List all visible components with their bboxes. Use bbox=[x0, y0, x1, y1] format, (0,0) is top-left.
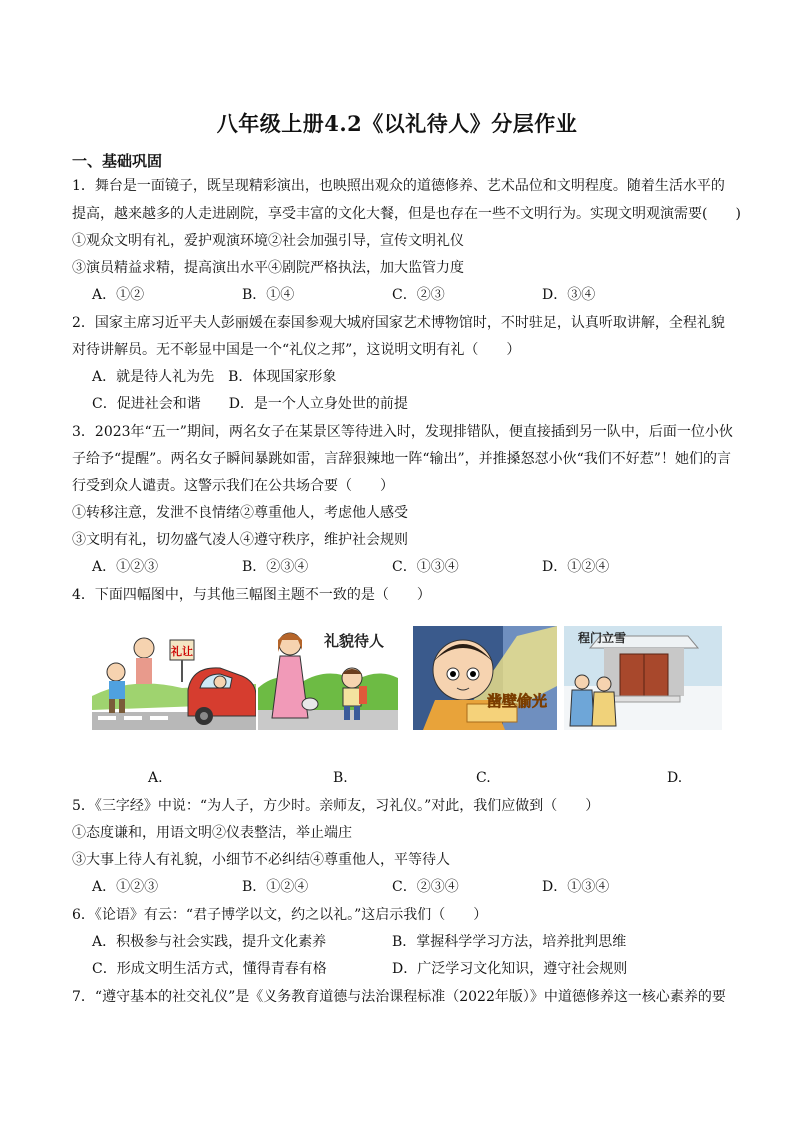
picture-b[interactable] bbox=[258, 626, 398, 730]
section-heading: 一、基础巩固 bbox=[72, 152, 163, 170]
picture-label-d[interactable]: D. bbox=[667, 770, 683, 786]
q5-statement-2: ③大事上待人有礼貌，小细节不必纠结④尊重他人，平等待人 bbox=[72, 852, 450, 868]
q3-stem-line3: 行受到众人谴责。这警示我们在公共场合要（ ） bbox=[72, 478, 394, 494]
q2-stem-line2: 对待讲解员。无不彰显中国是一个“礼仪之邦”，这说明文明有礼（ ） bbox=[72, 342, 521, 358]
q3-stem-line1: 3．2023年“五一”期间，两名女子在某景区等待进入时，发现排错队，便直接插到另一队中，后面一位小伙 bbox=[72, 424, 733, 440]
q2-options-row1[interactable]: A．就是待人礼为先 B．体现国家形象 bbox=[92, 369, 337, 385]
q3-option-b[interactable]: B．②③④ bbox=[242, 559, 309, 575]
q1-statement-1: ①观众文明有礼，爱护观演环境②社会加强引导，宣传文明礼仪 bbox=[72, 233, 464, 249]
q5-option-d[interactable]: D．①③④ bbox=[542, 879, 610, 895]
picture-c[interactable] bbox=[413, 626, 557, 730]
q2-stem-line1: 2．国家主席习近平夫人彭丽媛在泰国参观大城府国家艺术博物馆时，不时驻足，认真听取讲解，全程礼貌 bbox=[72, 315, 725, 331]
sign-a-text: 礼让 bbox=[171, 645, 193, 658]
q3-stem-line2: 子给予“提醒”。两名女子瞬间暴跳如雷，言辞狠辣地一阵“输出”，并推搡怒怼小伙“我们不好惹”！她们的言 bbox=[72, 451, 731, 467]
q3-statement-1: ①转移注意，发泄不良情绪②尊重他人，考虑他人感受 bbox=[72, 505, 408, 521]
q5-statement-1: ①态度谦和，用语文明②仪表整洁，举止端庄 bbox=[72, 825, 352, 841]
q6-options-row2 bbox=[92, 959, 752, 979]
picture-label-c[interactable]: C. bbox=[476, 770, 491, 786]
q1-option-a[interactable]: A．①② bbox=[92, 287, 145, 303]
q1-stem-line2: 提高，越来越多的人走进剧院，享受丰富的文化大餐，但是也存在一些不文明行为。实现文明观演需要( ) bbox=[72, 206, 741, 222]
q5-option-c[interactable]: C．②③④ bbox=[392, 879, 459, 895]
picture-a[interactable] bbox=[92, 626, 256, 730]
q7-stem: 7．“遵守基本的社交礼仪”是《义务教育道德与法治课程标准（2022年版）》中道德修养这一核心素养的要 bbox=[72, 989, 726, 1005]
q6-stem: 6．《论语》有云：“君子博学以文，约之以礼。”这启示我们（ ） bbox=[72, 907, 488, 923]
q5-stem: 5．《三字经》中说：“为人子，方少时。亲师友，习礼仪。”对此，我们应做到（ ） bbox=[72, 798, 600, 814]
q1-option-c[interactable]: C．②③ bbox=[392, 287, 445, 303]
picture-d-caption: 程门立雪 bbox=[577, 631, 627, 645]
q5-options bbox=[92, 877, 752, 897]
q3-option-a[interactable]: A．①②③ bbox=[92, 559, 159, 575]
picture-c-caption: 凿壁偷光 bbox=[486, 692, 548, 710]
q6-option-d[interactable]: D．广泛学习文化知识，遵守社会规则 bbox=[392, 961, 628, 977]
q6-option-b[interactable]: B．掌握科学学习方法，培养批判思维 bbox=[392, 934, 627, 950]
q6-option-a[interactable]: A．积极参与社会实践，提升文化素养 bbox=[92, 934, 327, 950]
picture-d[interactable] bbox=[564, 626, 722, 730]
q1-option-d[interactable]: D．③④ bbox=[542, 287, 596, 303]
q6-option-c[interactable]: C．形成文明生活方式，懂得青春有格 bbox=[92, 961, 327, 977]
q1-statement-2: ③演员精益求精，提高演出水平④剧院严格执法，加大监管力度 bbox=[72, 260, 464, 276]
q5-option-a[interactable]: A．①②③ bbox=[92, 879, 159, 895]
q3-option-d[interactable]: D．①②④ bbox=[542, 559, 610, 575]
q5-option-b[interactable]: B．①②④ bbox=[242, 879, 309, 895]
q4-pictures bbox=[92, 626, 722, 730]
picture-label-a[interactable]: A. bbox=[148, 770, 163, 786]
picture-label-b[interactable]: B. bbox=[333, 770, 348, 786]
q3-option-c[interactable]: C．①③④ bbox=[392, 559, 459, 575]
q3-options bbox=[92, 557, 752, 577]
q1-stem-line1: 1．舞台是一面镜子，既呈现精彩演出，也映照出观众的道德修养、艺术品位和文明程度。随着生活水平的 bbox=[72, 178, 725, 194]
q3-statement-2: ③文明有礼，切勿盛气凌人④遵守秩序，维护社会规则 bbox=[72, 532, 408, 548]
page-title: 八年级上册4.2《以礼待人》分层作业 bbox=[216, 111, 578, 136]
q6-options-row1 bbox=[92, 932, 752, 952]
q1-option-b[interactable]: B．①④ bbox=[242, 287, 295, 303]
q1-options bbox=[92, 285, 752, 305]
picture-b-caption: 礼貌待人 bbox=[323, 632, 385, 650]
q4-stem: 4．下面四幅图中，与其他三幅图主题不一致的是（ ） bbox=[72, 587, 431, 603]
q2-options-row2[interactable]: C．促进社会和谐 D．是一个人立身处世的前提 bbox=[92, 396, 408, 412]
